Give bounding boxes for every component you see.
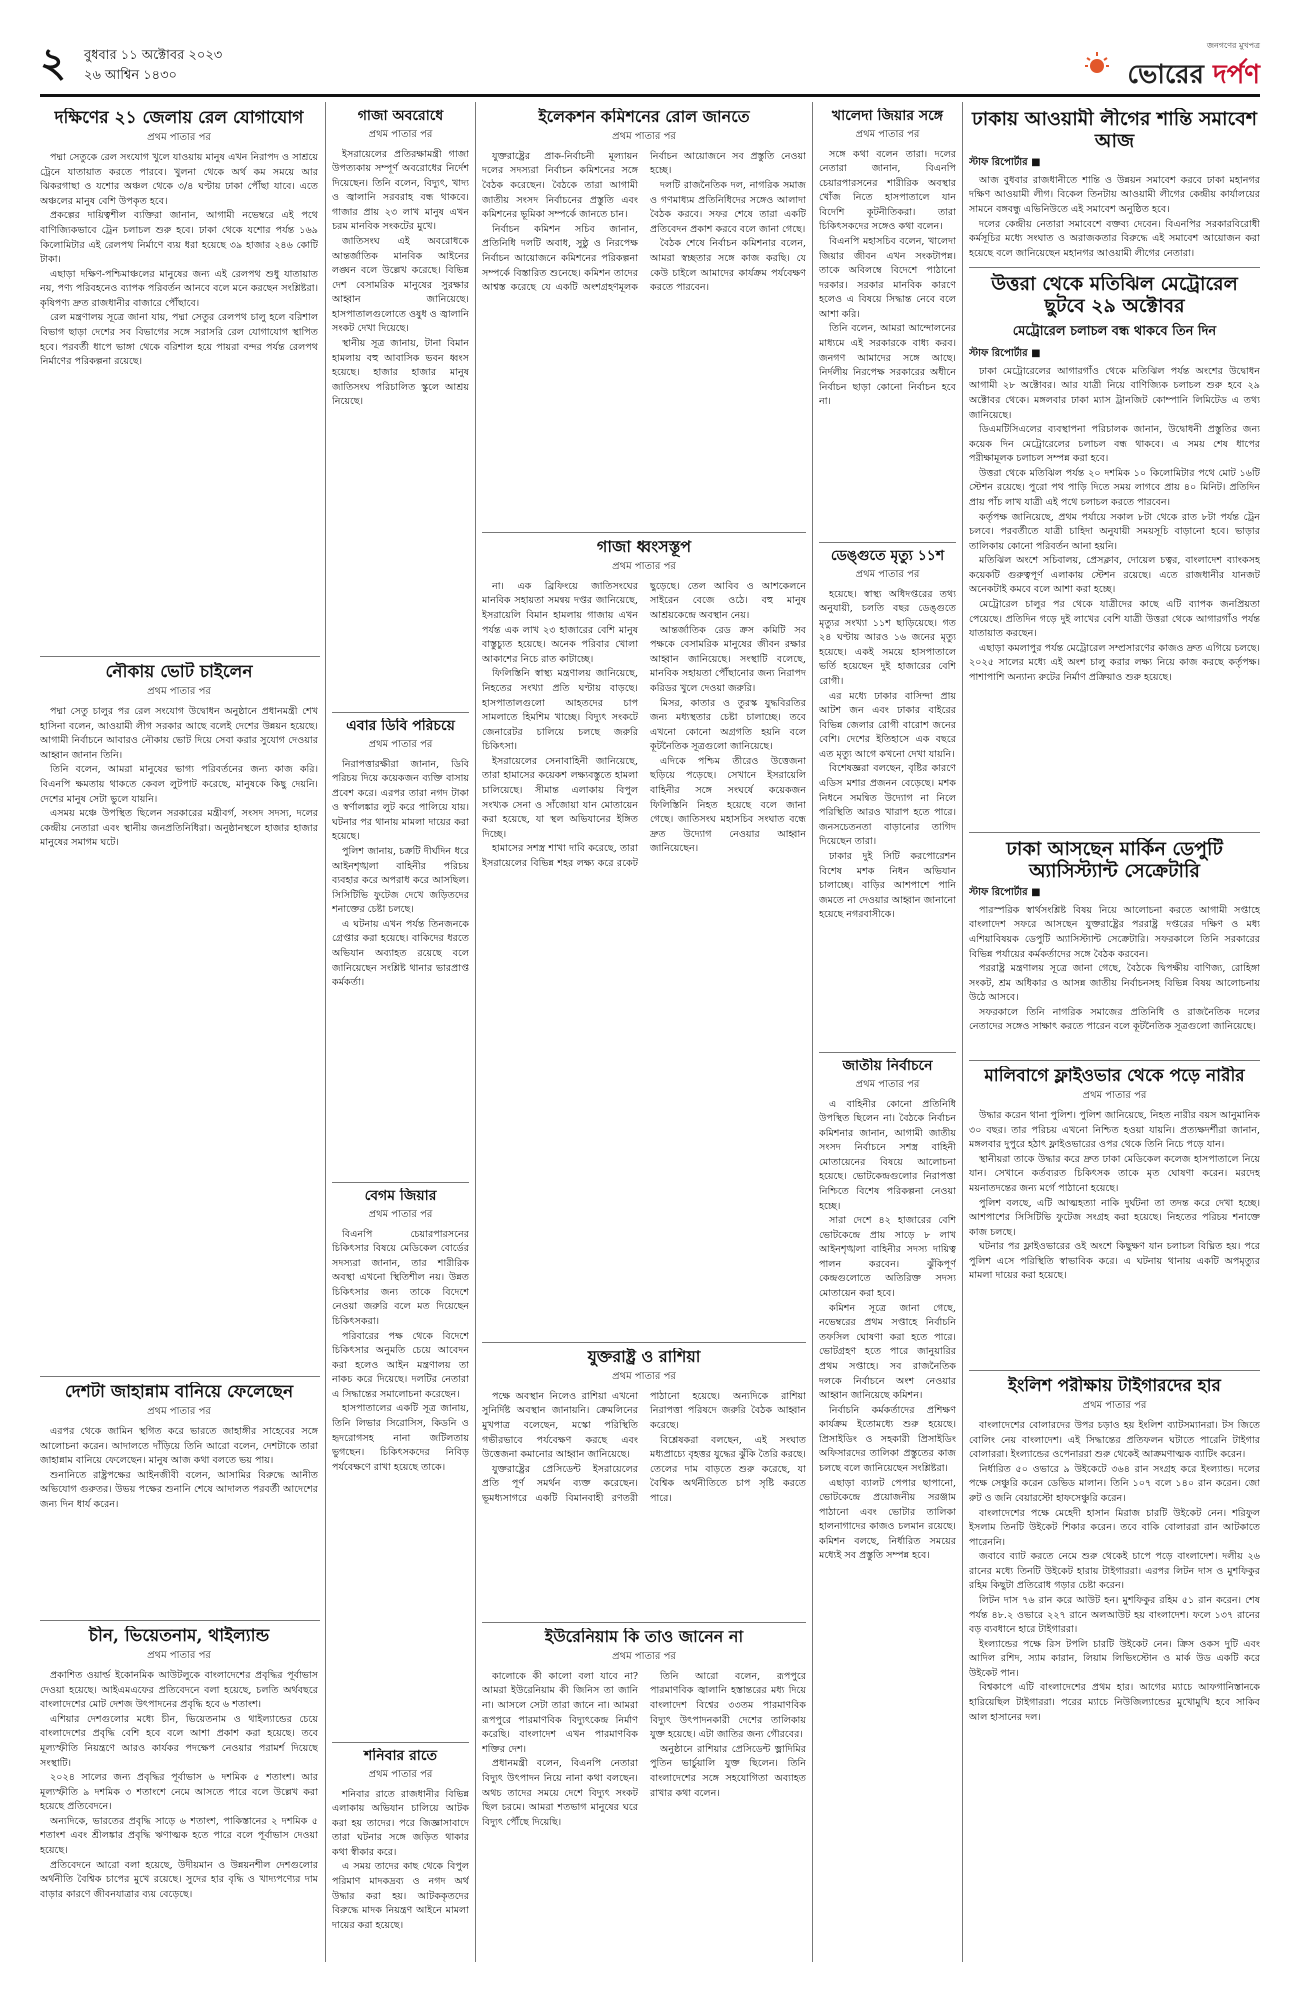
- article-saturday: [332, 1748, 469, 1960]
- article-divider: [969, 1370, 1260, 1371]
- article-paragraph: শুনানিতে রাষ্ট্রপক্ষের আইনজীবী বলেন, আসামির বিরুদ্ধে আনীত অভিযোগ গুরুতর। উভয় পক্ষের শুনানি শেষে আদালত পরবর্তী আদেশের জন্য দিন ধার্য করেন।: [40, 1469, 318, 1510]
- article-divider: [482, 532, 806, 533]
- article-subline: প্রথম পাতার পর: [855, 568, 920, 580]
- page-number: ২: [40, 39, 67, 86]
- article-divider: [482, 1622, 806, 1623]
- article-paragraph: এশিয়ার দেশগুলোর মধ্যে চীন, ভিয়েতনাম ও থাইল্যান্ডের চেয়ে বাংলাদেশের প্রবৃদ্ধি বেশি হবে বলে আশা প্রকাশ করা হয়েছে। তবে মূল্যস্ফীতি নিয়ন্ত্রণে আরও কার্যকর পদক্ষেপ নেওয়ার পরামর্শ দিয়েছে সংস্থাটি।: [40, 1713, 318, 1769]
- article-paragraph: কর্তৃপক্ষ জানিয়েছে, প্রথম পর্যায়ে সকাল ৮টা থেকে রাত ৮টা পর্যন্ত ট্রেন চলবে। পরবর্তীতে যাত্রী চাহিদা অনুযায়ী সময়সূচি বাড়ানো হবে। ভাড়ার তালিকায় কোনো পরিবর্তন আনা হয়নি।: [969, 511, 1260, 552]
- article-rail: [40, 108, 318, 653]
- article-china: [40, 1626, 318, 1961]
- article-paragraph: অন্যদিকে, ভারতের প্রবৃদ্ধি সাড়ে ৬ শতাংশ, পাকিস্তানের ২ দশমিক ৫ শতাংশ এবং শ্রীলঙ্কার প্রবৃদ্ধি ঋণাত্মক হতে পারে বলে পূর্বাভাস দেওয়া হয়েছে।: [40, 1815, 318, 1856]
- article-paragraph: ঢাকা মেট্রোরেলের আগারগাঁও থেকে মতিঝিল পর্যন্ত অংশের উদ্বোধন আগামী ২৮ অক্টোবর। আর যাত্রী নিয়ে বাণিজ্যিক চলাচল শুরু হবে ২৯ অক্টোবর থেকে। মঙ্গলবার ঢাকা ম্যাস ট্রানজিট কোম্পানি লিমিটেড এ তথ্য জানিয়েছে।: [969, 365, 1260, 421]
- article-paragraph: পুলিশ জানায়, চক্রটি দীর্ঘদিন ধরে আইনশৃঙ্খলা বাহিনীর পরিচয় ব্যবহার করে অপরাধ করে আসছিল। সিসিটিভি ফুটেজ দেখে জড়িতদের শনাক্তের চেষ্টা চলছে।: [332, 845, 469, 916]
- article-paragraph: নিরাপত্তারক্ষীরা জানান, ডিবি পরিচয় দিয়ে কয়েকজন ব্যক্তি বাসায় প্রবেশ করে। এরপর তারা নগদ টাকা ও স্বর্ণালঙ্কার লুট করে পালিয়ে যায়। ঘটনার পর থানায় মামলা দায়ের করা হয়েছে।: [332, 758, 469, 843]
- article-headline: জাতীয় নির্বাচনে: [842, 1058, 933, 1074]
- article-paragraph: এ বাহিনীর কোনো প্রতিনিধি উপস্থিত ছিলেন না। বৈঠকে নির্বাচন কমিশনার জানান, আগামী জাতীয় সংসদ নির্বাচনে সশস্ত্র বাহিনী মোতায়েনের বিষয়ে আলোচনা হয়েছে। ভোটকেন্দ্রগুলোর নিরাপত্তা নিশ্চিতে বিশেষ পরিকল্পনা নেওয়া হচ্ছে।: [819, 1098, 956, 1212]
- article-al-rally: [969, 108, 1260, 263]
- article-paragraph: বিশ্বকাপে এটি বাংলাদেশের প্রথম হার। আগের ম্যাচে আফগানিস্তানকে হারিয়েছিল টাইগাররা। পরের ম্যাচে নিউজিল্যান্ডের মুখোমুখি হবে সাকিব আল হাসানের দল।: [969, 1682, 1260, 1723]
- article-paragraph: যুক্তরাষ্ট্রের প্রাক-নির্বাচনী মূল্যায়ন দলের সদস্যরা নির্বাচন কমিশনের সঙ্গে বৈঠক করেছেন। বৈঠকে তারা আগামী জাতীয় সংসদ নির্বাচনের প্রস্তুতি এবং কমিশনের ভূমিকা সম্পর্কে জানতে চান।: [482, 150, 638, 221]
- article-subline: প্রথম পাতার পর: [368, 738, 433, 750]
- masthead-rule: [40, 94, 1260, 97]
- article-us-deputy: [969, 838, 1260, 1056]
- article-paragraph: পরিবারের পক্ষ থেকে বিদেশে চিকিৎসার অনুমতি চেয়ে আবেদন করা হলেও আইন মন্ত্রণালয় তা নাকচ করে দিয়েছে। দলটির নেতারা এ সিদ্ধান্তের সমালোচনা করেছেন।: [332, 1330, 469, 1400]
- article-divider: [969, 1060, 1260, 1061]
- article-paragraph: তিনি বলেন, আমরা আন্দোলনের মাধ্যমে এই সরকারকে বাধ্য করব। জনগণ আমাদের সঙ্গে আছে। নির্দলীয় নিরপেক্ষ সরকারের অধীনে নির্বাচন ছাড়া কোনো নির্বাচন হবে না।: [819, 323, 956, 408]
- article-paragraph: বিশ্লেষকরা বলছেন, এই সংঘাত মধ্যপ্রাচ্যে বৃহত্তর যুদ্ধের ঝুঁকি তৈরি করছে। তেলের দাম বাড়তে শুরু করেছে, যা বৈশ্বিক অর্থনীতিতে চাপ সৃষ্টি করতে পারে।: [650, 1434, 806, 1504]
- article-paragraph: আজ বুধবার রাজধানীতে শান্তি ও উন্নয়ন সমাবেশ করবে ঢাকা মহানগর দক্ষিণ আওয়ামী লীগ। বিকেল তিনটায় আওয়ামী লীগের কেন্দ্রীয় কার্যালয়ের সামনে বঙ্গবন্ধু এভিনিউতে এই সমাবেশ অনুষ্ঠিত হবে।: [969, 174, 1260, 215]
- article-hell: [40, 1382, 318, 1617]
- article-boat-vote: [40, 662, 318, 1372]
- article-paragraph: রেল মন্ত্রণালয় সূত্রে জানা যায়, পদ্মা সেতুর রেলপথ চালু হলে বরিশাল বিভাগ ছাড়া দেশের সব বিভাগের সঙ্গে সরাসরি রেল যোগাযোগ স্থাপিত হবে। পরবর্তী ধাপে ভাঙ্গা থেকে বরিশাল হয়ে পায়রা বন্দর পর্যন্ত রেলপথ নির্মাণের পরিকল্পনা রয়েছে।: [40, 312, 318, 368]
- article-paragraph: এ ঘটনায় এখন পর্যন্ত তিনজনকে গ্রেপ্তার করা হয়েছে। বাকিদের ধরতে অভিযান অব্যাহত রয়েছে বলে জানিয়েছেন সংশ্লিষ্ট থানার ভারপ্রাপ্ত কর্মকর্তা।: [332, 918, 469, 989]
- article-paragraph: এ সময় তাদের কাছ থেকে বিপুল পরিমাণ মাদকদ্রব্য ও নগদ অর্থ উদ্ধার করা হয়। আটককৃতদের বিরুদ্ধে মাদক নিয়ন্ত্রণ আইনে মামলা দায়ের করা হয়েছে।: [332, 1861, 469, 1931]
- article-paragraph: পুলিশ বলছে, এটি আত্মহত্যা নাকি দুর্ঘটনা তা তদন্ত করে দেখা হচ্ছে। আশপাশের সিসিটিভি ফুটেজ সংগ্রহ করা হয়েছে। নিহতের পরিচয় শনাক্তে কাজ চলছে।: [969, 1197, 1260, 1238]
- article-subline: প্রথম পাতার পর: [368, 128, 433, 140]
- article-paragraph: এরপর থেকে জামিন স্থগিত করে ভারতে জাহাঙ্গীর সাহেবের সঙ্গে আলোচনা করেন। আদালতে দাঁড়িয়ে তিনি আরো বলেন, দেশটাকে তারা জাহান্নাম বানিয়ে ফেলেছেন। মানুষ আজ কথা বলতে ভয় পায়।: [40, 1426, 318, 1467]
- article-paragraph: স্থানীয় সূত্র জানায়, টানা বিমান হামলায় বহু আবাসিক ভবন ধ্বংস হয়েছে। হাজার হাজার মানুষ জাতিসংঘ পরিচালিত স্কুলে আশ্রয় নিয়েছে।: [332, 338, 469, 408]
- article-paragraph: বাংলাদেশের বোলারদের উপর চড়াও হয় ইংলিশ ব্যাটসম্যানরা। টস জিতে বোলিং নেয় বাংলাদেশ। এই সিদ্ধান্তের প্রতিফলন ঘটাতে পারেনি টাইগার বোলাররা। ইংল্যান্ডের ওপেনাররা শুরু থেকেই আক্রমণাত্মক ব্যাটিং করেন।: [969, 1420, 1260, 1461]
- column-rule: [475, 102, 476, 1962]
- article-subline: প্রথম পাতার পর: [612, 1650, 676, 1662]
- article-paragraph: লিটন দাস ৭৬ রান করে আউট হন। মুশফিকুর রহিম ৫১ রান করেন। শেষ পর্যন্ত ৪৮.২ ওভারে ২২৭ রানে অলআউট হয় বাংলাদেশ। ফলে ১৩৭ রানের বড় ব্যবধানে হারে টাইগাররা।: [969, 1594, 1260, 1636]
- article-paragraph: ইসরায়েলের সেনাবাহিনী জানিয়েছে, তারা হামাসের কয়েকশ লক্ষ্যবস্তুতে হামলা চালিয়েছে। সীমান্ত এলাকায় বিপুল সংখ্যক সেনা ও সাঁজোয়া যান মোতায়েন করা হয়েছে, যা স্থল অভিযানের ইঙ্গিত দিচ্ছে।: [482, 755, 638, 840]
- article-divider: [332, 1742, 469, 1743]
- article-begum: [332, 1188, 469, 1738]
- article-headline: ডেঙ্গুতে মৃত্যু ১১শ: [830, 548, 945, 564]
- article-headline: ঢাকা আসছেন মার্কিন ডেপুটি অ্যাসিস্ট্যান্ট সেক্রেটারি: [1006, 838, 1223, 883]
- article-gaza-ruins: [482, 538, 806, 1338]
- article-columns: [482, 150, 806, 296]
- article-divider: [40, 1376, 320, 1377]
- article-paragraph: সফরকালে তিনি নাগরিক সমাজের প্রতিনিধি ও রাজনৈতিক দলের নেতাদের সঙ্গেও সাক্ষাৎ করতে পারেন বলে কূটনৈতিক সূত্রগুলো জানিয়েছে।: [969, 1006, 1260, 1033]
- article-divider: [819, 542, 956, 543]
- article-paragraph: হয়েছে। স্বাস্থ্য অধিদপ্তরের তথ্য অনুযায়ী, চলতি বছর ডেঙ্গুতে মৃত্যুর সংখ্যা ১১শ ছাড়িয়েছে। গত ২৪ ঘণ্টায় আরও ১৬ জনের মৃত্যু হয়েছে। একই সময়ে হাসপাতালে ভর্তি হয়েছেন দুই হাজারের বেশি রোগী।: [819, 588, 956, 687]
- article-subline: প্রথম পাতার পর: [368, 1768, 433, 1780]
- article-paragraph: ইংল্যান্ডের পক্ষে রিস টপলি চারটি উইকেট নেন। ক্রিস ওকস দুটি এবং আদিল রশিদ, স্যাম কারান, লিয়াম লিভিংস্টোন ও মার্ক উড একটি করে উইকেট পান।: [969, 1638, 1260, 1679]
- article-divider: [332, 1182, 469, 1183]
- article-headline: ইউরেনিয়াম কি তাও জানেন না: [544, 1628, 744, 1646]
- article-paragraph: শনিবার রাতে রাজধানীর বিভিন্ন এলাকায় অভিযান চালিয়ে আটক করা হয় তাদের। পরে জিজ্ঞাসাবাদে তারা ঘটনার সঙ্গে জড়িত থাকার কথা স্বীকার করে।: [332, 1788, 469, 1858]
- article-paragraph: এছাড়া ব্যালট পেপার ছাপানো, ভোটকেন্দ্রে প্রয়োজনীয় সরঞ্জাম পাঠানো এবং ভোটার তালিকা হালনাগাদের কাজও চলমান রয়েছে। কমিশন বলছে, নির্ধারিত সময়ের মধ্যেই সব প্রস্তুতি সম্পন্ন হবে।: [819, 1477, 956, 1562]
- article-paragraph: পদ্মা সেতুকে রেল সংযোগ খুলে যাওয়ায় মানুষ এখন নিরাপদ ও সাশ্রয়ে ট্রেনে যাতায়াত করতে পারবে। খুলনা থেকে অর্থ কম সময়ে আর ঝিকরগাছা ও যশোর অঞ্চল থেকে ৩/৪ ঘণ্টায় ঢাকা পৌঁছা যাবে। এতে অঞ্চলের মানুষ বেশি উপকৃত হবে।: [40, 152, 318, 207]
- article-paragraph: দলের কেন্দ্রীয় নেতারা সমাবেশে বক্তব্য দেবেন। বিএনপির সরকারবিরোধী কর্মসূচির মধ্যে সংঘাত ও অরাজকতার বিরুদ্ধে এই সমাবেশ আয়োজন করা হয়েছে বলে জানিয়েছেন মহানগর আওয়ামী লীগের নেতারা।: [969, 218, 1260, 259]
- article-paragraph: দলটি রাজনৈতিক দল, নাগরিক সমাজ ও গণমাধ্যম প্রতিনিধিদের সঙ্গেও আলাদা বৈঠক করবে। সফর শেষে তারা একটি প্রতিবেদন প্রকাশ করবে বলে জানা গেছে।: [650, 180, 806, 235]
- brand-name-red: দর্পণ: [1212, 60, 1260, 90]
- article-paragraph: অনুষ্ঠানে রাশিয়ার প্রেসিডেন্ট ভ্লাদিমির পুতিন ভার্চুয়ালি যুক্ত ছিলেন। তিনি বাংলাদেশের সঙ্গে সহযোগিতা অব্যাহত রাখার কথা বলেন।: [650, 1743, 806, 1799]
- article-byline: স্টাফ রিপোর্টার ■: [969, 156, 1041, 168]
- article-paragraph: সারা দেশে ৪২ হাজারের বেশি ভোটকেন্দ্রে প্রায় সাড়ে ৮ লাখ আইনশৃঙ্খলা বাহিনীর সদস্য দায়িত্ব পালন করবেন। ঝুঁকিপূর্ণ কেন্দ্রগুলোতে অতিরিক্ত সদস্য মোতায়েন করা হবে।: [819, 1215, 956, 1300]
- article-subline: প্রথম পাতার পর: [855, 1078, 920, 1090]
- article-byline: স্টাফ রিপোর্টার ■: [969, 886, 1041, 898]
- article-paragraph: ইসরায়েলের প্রতিরক্ষামন্ত্রী গাজা উপত্যকায় সম্পূর্ণ অবরোধের নির্দেশ দিয়েছেন। তিনি বলেন, বিদ্যুৎ, খাদ্য ও জ্বালানি সরবরাহ বন্ধ থাকবে। গাজার প্রায় ২৩ লাখ মানুষ এখন চরম মানবিক সংকটের মুখে।: [332, 148, 469, 233]
- article-khaleda: [819, 108, 956, 538]
- article-subline: প্রথম পাতার পর: [612, 130, 676, 142]
- article-headline: মালিবাগে ফ্লাইওভার থেকে পড়ে নারীর: [984, 1066, 1245, 1086]
- article-paragraph: প্রকল্পের দায়িত্বশীল ব্যক্তিরা জানান, আগামী নভেম্বরে এই পথে বাণিজ্যিকভাবে ট্রেন চলাচল শুরু হবে। ঢাকা থেকে যশোর পর্যন্ত ১৬৯ কিলোমিটার এই রেলপথ নির্মাণে ব্যয় ধরা হয়েছে ৩৯ হাজার ২৪৬ কোটি টাকা।: [40, 210, 318, 266]
- date-bengali: ২৬ আশ্বিন ১৪৩০: [84, 68, 178, 83]
- article-paragraph: হামাসের সশস্ত্র শাখা দাবি করেছে, তারা ইসরায়েলের বিভিন্ন শহর লক্ষ্য করে রকেট ছুড়েছে। তেল আবিব ও আশকেলনে সাইরেন বেজে ওঠে। বহু মানুষ আশ্রয়কেন্দ্রে অবস্থান নেয়।: [482, 580, 806, 869]
- article-subline: প্রথম পাতার পর: [147, 1406, 211, 1418]
- article-divider: [819, 1052, 956, 1053]
- article-paragraph: ডিএমটিসিএলের ব্যবস্থাপনা পরিচালক জানান, উদ্বোধনী প্রস্তুতির জন্য কয়েক দিন মেট্রোরেলের চলাচল বন্ধ থাকবে। এ সময় শেষ ধাপের পরীক্ষামূলক চলাচল সম্পন্ন করা হবে।: [969, 424, 1260, 465]
- article-subline: প্রথম পাতার পর: [612, 1370, 676, 1382]
- article-headline: দেশটা জাহান্নাম বানিয়ে ফেলেছেন: [64, 1382, 294, 1402]
- article-byline: স্টাফ রিপোর্টার ■: [969, 347, 1041, 359]
- article-paragraph: ঘটনার পর ফ্লাইওভারের ওই অংশে কিছুক্ষণ যান চলাচল বিঘ্নিত হয়। পরে পুলিশ এসে পরিস্থিতি স্বাভাবিক করে। এ ঘটনায় থানায় একটি অপমৃত্যুর মামলা দায়ের করা হয়েছে।: [969, 1241, 1260, 1282]
- article-paragraph: উদ্ধার করেন থানা পুলিশ। পুলিশ জানিয়েছে, নিহত নারীর বয়স আনুমানিক ৩০ বছর। তার পরিচয় এখনো নিশ্চিত হওয়া যায়নি। প্রত্যক্ষদর্শীরা জানান, মঙ্গলবার দুপুরে হঠাৎ ফ্লাইওভারের ওপর থেকে তিনি নিচে পড়ে যান।: [969, 1110, 1260, 1151]
- article-divider: [482, 1342, 806, 1343]
- article-paragraph: পদ্মা সেতু চালুর পর রেল সংযোগ উদ্বোধন অনুষ্ঠানে প্রধানমন্ত্রী শেখ হাসিনা বলেন, আওয়ামী লীগ সরকার আছে বলেই দেশের উন্নয়ন হয়েছে। আগামী নির্বাচনে আবারও নৌকায় ভোট দিয়ে সেবা করার সুযোগ দেওয়ার আহ্বান জানান তিনি।: [40, 706, 318, 761]
- article-gaza-blockade: [332, 108, 469, 708]
- article-paragraph: আন্তর্জাতিক রেড ক্রস কমিটি সব পক্ষকে বেসামরিক মানুষের জীবন রক্ষার আহ্বান জানিয়েছে। সংস্থাটি বলেছে, মানবিক সহায়তা পৌঁছানোর জন্য নিরাপদ করিডর খুলে দেওয়া জরুরি।: [650, 624, 806, 694]
- article-paragraph: ফিলিস্তিনি স্বাস্থ্য মন্ত্রণালয় জানিয়েছে, নিহতের সংখ্যা প্রতি ঘণ্টায় বাড়ছে। হাসপাতালগুলো আহতদের চাপ সামলাতে হিমশিম খাচ্ছে। বিদ্যুৎ সংকটে জেনারেটর চালিয়ে চলছে জরুরি চিকিৎসা।: [482, 668, 638, 753]
- article-db: [332, 718, 469, 1178]
- article-paragraph: এদিকে পশ্চিম তীরেও উত্তেজনা ছড়িয়ে পড়েছে। সেখানে ইসরায়েলি বাহিনীর সঙ্গে সংঘর্ষে কয়েকজন ফিলিস্তিনি নিহত হয়েছে বলে জানা গেছে। জাতিসংঘ মহাসচিব সংঘাত বন্ধে দ্রুত উদ্যোগ নেওয়ার আহ্বান জানিয়েছেন।: [650, 755, 806, 855]
- article-paragraph: কালোকে কী কালো বলা যাবে না? আমরা ইউরেনিয়াম কী জিনিস তা জানি না। আসলে সেটা তারা জানে না। আমরা রূপপুরে পারমাণবিক বিদ্যুৎকেন্দ্র নির্মাণ করেছি। বাংলাদেশ এখন পারমাণবিক শক্তির দেশ।: [482, 1670, 638, 1755]
- article-headline: গাজা ধ্বংসস্তূপ: [596, 538, 692, 556]
- article-paragraph: হাসপাতালের একটি সূত্র জানায়, তিনি লিভার সিরোসিস, কিডনি ও হৃদরোগসহ নানা জটিলতায় ভুগছেন। চিকিৎসকদের নিবিড় পর্যবেক্ষণে রাখা হয়েছে তাকে।: [332, 1403, 469, 1473]
- article-paragraph: উত্তরা থেকে মতিঝিল পর্যন্ত ২০ দশমিক ১০ কিলোমিটার পথে মোট ১৬টি স্টেশন রয়েছে। পুরো পথ পাড়ি দিতে সময় লাগবে প্রায় ৪০ মিনিট। প্রতিদিন প্রায় পাঁচ লাখ যাত্রী এই পথে চলাচল করতে পারবেন।: [969, 467, 1260, 509]
- article-paragraph: তিনি আরো বলেন, রূপপুরে পারমাণবিক জ্বালানি হস্তান্তরের মধ্য দিয়ে বাংলাদেশ বিশ্বের ৩৩তম পারমাণবিক বিদ্যুৎ উৎপাদনকারী দেশের তালিকায় যুক্ত হয়েছে। এটা জাতির জন্য গৌরবের।: [650, 1670, 806, 1741]
- article-headline: দক্ষিণের ২১ জেলায় রেল যোগাযোগ: [54, 108, 304, 128]
- article-paragraph: সঙ্গে কথা বলেন তারা। দলের নেতারা জানান, বিএনপি চেয়ারপারসনের শারীরিক অবস্থার খোঁজ নিতে হাসপাতালে যান বিদেশি কূটনীতিকরা। তারা চিকিৎসকদের সঙ্গেও কথা বলেন।: [819, 148, 956, 233]
- article-paragraph: ঢাকার দুই সিটি করপোরেশন বিশেষ মশক নিধন অভিযান চালাচ্ছে। বাড়ির আশপাশে পানি জমতে না দেওয়ার আহ্বান জানানো হয়েছে নগরবাসীকে।: [819, 850, 956, 921]
- article-subline: প্রথম পাতার পর: [147, 132, 211, 144]
- brand-name-black: ভোরের: [1127, 60, 1213, 90]
- article-paragraph: নির্বাচন কমিশন সচিব জানান, প্রতিনিধি দলটি অবাধ, সুষ্ঠু ও নিরপেক্ষ নির্বাচন আয়োজনে কমিশনের পরিকল্পনা সম্পর্কে বিস্তারিত শুনেছে। কমিশন তাদের আশ্বস্ত করেছে যে একটি অংশগ্রহণমূলক নির্বাচন আয়োজনে সব প্রস্তুতি নেওয়া হচ্ছে।: [482, 150, 806, 294]
- article-divider: [40, 1620, 320, 1621]
- article-paragraph: এছাড়া কমলাপুর পর্যন্ত মেট্রোরেল সম্প্রসারণের কাজও দ্রুত এগিয়ে চলছে। ২০২৫ সালের মধ্যে এই অংশ চালু করার লক্ষ্য নিয়ে কাজ করছে কর্তৃপক্ষ। পাশাপাশি অন্যান্য রুটের নির্মাণ প্রক্রিয়াও শুরু হয়েছে।: [969, 642, 1260, 683]
- article-deck: মেট্রোরেল চলাচল বন্ধ থাকবে তিন দিন: [1012, 323, 1217, 339]
- article-paragraph: স্থানীয়রা তাকে উদ্ধার করে দ্রুত ঢাকা মেডিকেল কলেজ হাসপাতালে নিয়ে যান। সেখানে কর্তব্যরত চিকিৎসক তাকে মৃত ঘোষণা করেন। মরদেহ ময়নাতদন্তের জন্য মর্গে পাঠানো হয়েছে।: [969, 1153, 1260, 1194]
- article-headline: গাজা অবরোধে: [357, 108, 444, 124]
- article-subline: প্রথম পাতার পর: [1082, 1090, 1147, 1102]
- brand-logo: [1040, 40, 1260, 92]
- article-columns: [482, 580, 806, 872]
- article-subline: প্রথম পাতার পর: [1082, 1400, 1147, 1412]
- article-paragraph: পক্ষে অবস্থান নিলেও রাশিয়া এখনো সুনির্দিষ্ট অবস্থান জানায়নি। ক্রেমলিনের মুখপাত্র বলেছেন, মস্কো পরিস্থিতি গভীরভাবে পর্যবেক্ষণ করছে এবং উত্তেজনা কমানোর আহ্বান জানিয়েছে।: [482, 1390, 638, 1461]
- article-national-election: [819, 1058, 956, 1960]
- sun-icon: [1084, 50, 1110, 76]
- masthead: [40, 40, 1260, 92]
- article-paragraph: পররাষ্ট্র মন্ত্রণালয় সূত্রে জানা গেছে, বৈঠকে দ্বিপক্ষীয় বাণিজ্য, রোহিঙ্গা সংকট, শ্রম অধিকার ও আসন্ন জাতীয় নির্বাচনসহ বিভিন্ন বিষয় আলোচনায় উঠে আসবে।: [969, 963, 1260, 1004]
- article-paragraph: মিসর, কাতার ও তুরস্ক যুদ্ধবিরতির জন্য মধ্যস্থতার চেষ্টা চালাচ্ছে। তবে এখনো কোনো অগ্রগতি হয়নি বলে কূটনৈতিক সূত্রগুলো জানিয়েছে।: [650, 697, 806, 753]
- article-flyover: [969, 1066, 1260, 1366]
- article-subline: প্রথম পাতার পর: [855, 128, 920, 140]
- article-divider: [969, 267, 1260, 268]
- date-gregorian: বুধবার ১১ অক্টোবর ২০২৩: [84, 48, 223, 63]
- article-paragraph: মতিঝিল অংশে সচিবালয়, প্রেসক্লাব, দোয়েল চত্বর, বাংলাদেশ ব্যাংকসহ কয়েকটি গুরুত্বপূর্ণ এলাকায় স্টেশন রয়েছে। এতে রাজধানীর যানজট অনেকটাই কমবে বলে আশা করা হচ্ছে।: [969, 555, 1260, 596]
- article-paragraph: বিএনপি মহাসচিব বলেন, খালেদা জিয়ার জীবন এখন সংকটাপন্ন। তাকে অবিলম্বে বিদেশে পাঠানো দরকার। সরকার মানবিক কারণে হলেও এ বিষয়ে সিদ্ধান্ত নেবে বলে আশা করি।: [819, 235, 956, 320]
- article-headline: খালেদা জিয়ার সঙ্গে: [831, 108, 944, 124]
- article-headline: শনিবার রাতে: [364, 1748, 437, 1764]
- article-paragraph: নির্বাচনি কর্মকর্তাদের প্রশিক্ষণ কার্যক্রম ইতোমধ্যে শুরু হয়েছে। প্রিসাইডিং ও সহকারী প্রিসাইডিং অফিসারদের তালিকা প্রস্তুতের কাজ চলছে বলে জানিয়েছেন সংশ্লিষ্টরা।: [819, 1404, 956, 1474]
- article-dengue: [819, 548, 956, 1048]
- article-paragraph: পারস্পরিক স্বার্থসংশ্লিষ্ট বিষয় নিয়ে আলোচনা করতে আগামী সপ্তাহে বাংলাদেশ সফরে আসছেন যুক্তরাষ্ট্রের পররাষ্ট্র দপ্তরের দক্ষিণ ও মধ্য এশিয়াবিষয়ক ডেপুটি অ্যাসিস্ট্যান্ট সেক্রেটারি। সফরকালে তিনি সরকারের বিভিন্ন পর্যায়ের কর্মকর্তাদের সঙ্গে বৈঠক করবেন।: [969, 904, 1260, 960]
- brand-tagline: জনগণের মুখপত্র: [1206, 41, 1260, 50]
- brand-name: [1127, 54, 1260, 98]
- article-headline: যুক্তরাষ্ট্র ও রাশিয়া: [587, 1348, 701, 1366]
- article-headline: ঢাকায় আওয়ামী লীগের শান্তি সমাবেশ আজ: [971, 108, 1258, 153]
- column-rule: [962, 102, 963, 1962]
- article-paragraph: বিশেষজ্ঞরা বলছেন, বৃষ্টির কারণে এডিস মশার প্রজনন বেড়েছে। মশক নিধনে সমন্বিত উদ্যোগ না নিলে পরিস্থিতি আরও খারাপ হতে পারে। জনসচেতনতা বাড়ানোর তাগিদ দিয়েছেন তারা।: [819, 763, 956, 848]
- article-paragraph: প্রকাশিত ওয়ার্ল্ড ইকোনমিক আউটলুকে বাংলাদেশের প্রবৃদ্ধির পূর্বাভাস দেওয়া হয়েছে। আইএমএফের প্রতিবেদনে বলা হয়েছে, চলতি অর্থবছরে বাংলাদেশের মোট দেশজ উৎপাদনের প্রবৃদ্ধি হবে ৬ শতাংশ।: [40, 1670, 318, 1711]
- article-paragraph: যুক্তরাষ্ট্রের প্রেসিডেন্ট ইসরায়েলের প্রতি পূর্ণ সমর্থন ব্যক্ত করেছেন। ভূমধ্যসাগরে একটি বিমানবাহী রণতরী পাঠানো হয়েছে। অন্যদিকে রাশিয়া নিরাপত্তা পরিষদে জরুরি বৈঠক আহ্বান করেছে।: [482, 1390, 806, 1504]
- article-paragraph: ২০২৪ সালের জন্য প্রবৃদ্ধির পূর্বাভাস ৬ দশমিক ৫ শতাংশ। আর মূল্যস্ফীতি ৯ দশমিক ৩ শতাংশে নেমে আসতে পারে বলে উল্লেখ করা হয়েছে প্রতিবেদনে।: [40, 1772, 318, 1813]
- article-paragraph: প্রধানমন্ত্রী বলেন, বিএনপি নেতারা বিদ্যুৎ উৎপাদন নিয়ে নানা কথা বলছেন। অথচ তাদের সময়ে দেশে বিদ্যুৎ সংকট ছিল চরমে। আমরা শতভাগ মানুষের ঘরে বিদ্যুৎ পৌঁছে দিয়েছি।: [482, 1758, 638, 1828]
- column-rule: [812, 102, 813, 1962]
- article-metro-rail: [969, 273, 1260, 828]
- article-columns: [482, 1670, 806, 1830]
- article-england-cricket: [969, 1376, 1260, 1960]
- article-paragraph: মেট্রোরেল চালুর পর থেকে যাত্রীদের কাছে এটি ব্যাপক জনপ্রিয়তা পেয়েছে। প্রতিদিন গড়ে দুই লাখের বেশি যাত্রী উত্তরা থেকে আগারগাঁও পর্যন্ত যাতায়াত করছেন।: [969, 599, 1260, 640]
- article-subline: প্রথম পাতার পর: [368, 1208, 433, 1220]
- article-headline: উত্তরা থেকে মতিঝিল মেট্রোরেল ছুটবে ২৯ অক্টোবর: [991, 273, 1238, 318]
- article-paragraph: তিনি বলেন, আমরা মানুষের ভাগ্য পরিবর্তনের জন্য কাজ করি। বিএনপি ক্ষমতায় থাকতে কেবল লুটপাট করেছে, মানুষকে কিছু দেয়নি। দেশের মানুষ সেটা ভুলে যায়নি।: [40, 764, 318, 805]
- article-headline: এবার ডিবি পরিচয়ে: [346, 718, 455, 734]
- article-headline: চীন, ভিয়েতনাম, থাইল্যান্ড: [88, 1626, 270, 1646]
- article-paragraph: জবাবে ব্যাট করতে নেমে শুরু থেকেই চাপে পড়ে বাংলাদেশ। দলীয় ২৬ রানের মধ্যে তিনটি উইকেট হারায় টাইগাররা। এরপর লিটন দাস ও মুশফিকুর রহিম কিছুটা প্রতিরোধ গড়ার চেষ্টা করেন।: [969, 1551, 1260, 1592]
- article-paragraph: না। এক ব্রিফিংয়ে জাতিসংঘের মানবিক সহায়তা সমন্বয় দপ্তর জানিয়েছে, ইসরায়েলি বিমান হামলায় গাজায় এখন পর্যন্ত এক লাখ ২৩ হাজারের বেশি মানুষ বাস্তুচ্যুত হয়েছে। অনেক পরিবার খোলা আকাশের নিচে রাত কাটাচ্ছে।: [482, 580, 638, 665]
- article-paragraph: বিএনপি চেয়ারপারসনের চিকিৎসার বিষয়ে মেডিকেল বোর্ডের সদস্যরা জানান, তার শারীরিক অবস্থা এখনো স্থিতিশীল নয়। উন্নত চিকিৎসার জন্য তাকে বিদেশে নেওয়া জরুরি বলে মত দিয়েছেন চিকিৎসকরা।: [332, 1228, 469, 1327]
- article-paragraph: নির্ধারিত ৫০ ওভারে ৯ উইকেটে ৩৬৪ রান সংগ্রহ করে ইংল্যান্ড। দলের পক্ষে সেঞ্চুরি করেন ডেভিড মালান। তিনি ১০৭ বলে ১৪০ রান করেন। জো রুট ও জনি বেয়ারস্টো হাফসেঞ্চুরি করেন।: [969, 1463, 1260, 1504]
- article-paragraph: এসময় মঞ্চে উপস্থিত ছিলেন সরকারের মন্ত্রীবর্গ, সংসদ সদস্য, দলের কেন্দ্রীয় নেতারা এবং স্থানীয় জনপ্রতিনিধিরা। অনুষ্ঠানস্থলে হাজার হাজার মানুষের সমাগম ঘটে।: [40, 808, 318, 849]
- article-divider: [969, 832, 1260, 833]
- article-divider: [332, 712, 469, 713]
- article-columns: [482, 1390, 806, 1507]
- article-us-russia: [482, 1348, 806, 1618]
- article-subline: প্রথম পাতার পর: [147, 1650, 211, 1662]
- article-paragraph: এছাড়া দক্ষিণ-পশ্চিমাঞ্চলের মানুষের জন্য এই রেলপথ শুধু যাতায়াত নয়, পণ্য পরিবহনেও ব্যাপক পরিবর্তন আনবে বলে মনে করছেন সংশ্লিষ্টরা। কৃষিপণ্য দ্রুত রাজধানীর বাজারে পৌঁছাবে।: [40, 268, 318, 309]
- article-paragraph: কমিশন সূত্রে জানা গেছে, নভেম্বরের প্রথম সপ্তাহে নির্বাচনি তফসিল ঘোষণা করা হতে পারে। ভোটগ্রহণ হতে পারে জানুয়ারির প্রথম সপ্তাহে। সব রাজনৈতিক দলকে নির্বাচনে অংশ নেওয়ার আহ্বান জানিয়েছে কমিশন।: [819, 1302, 956, 1402]
- article-headline: বেগম জিয়ার: [364, 1188, 437, 1204]
- article-subline: প্রথম পাতার পর: [612, 560, 676, 572]
- article-paragraph: বৈঠক শেষে নির্বাচন কমিশনার বলেন, আমরা স্বচ্ছতার সঙ্গে কাজ করছি। যে কেউ চাইলে আমাদের কার্যক্রম পর্যবেক্ষণ করতে পারবেন।: [650, 238, 806, 294]
- article-paragraph: প্রতিবেদনে আরো বলা হয়েছে, উদীয়মান ও উন্নয়নশীল দেশগুলোর অর্থনীতি বৈশ্বিক চাপের মুখে রয়েছে। সুদের হার বৃদ্ধি ও খাদ্যপণ্যের দাম বাড়ার কারণে জীবনযাত্রার ব্যয় বেড়েছে।: [40, 1859, 318, 1900]
- article-uranium: [482, 1628, 806, 1960]
- article-paragraph: বাংলাদেশের পক্ষে মেহেদী হাসান মিরাজ চারটি উইকেট নেন। শরিফুল ইসলাম তিনটি উইকেট শিকার করেন। তবে বাকি বোলাররা রান আটকাতে পারেননি।: [969, 1507, 1260, 1548]
- article-subline: প্রথম পাতার পর: [147, 686, 211, 698]
- article-headline: ইলেকশন কমিশনের রোল জানতে: [538, 108, 750, 126]
- article-divider: [40, 656, 320, 657]
- column-rule: [325, 102, 326, 1962]
- article-paragraph: জাতিসংঘ এই অবরোধকে আন্তর্জাতিক মানবিক আইনের লঙ্ঘন বলে উল্লেখ করেছে। বিভিন্ন দেশ বেসামরিক মানুষের সুরক্ষার আহ্বান জানিয়েছে। হাসপাতালগুলোতে ওষুধ ও জ্বালানি সংকট দেখা দিয়েছে।: [332, 235, 469, 335]
- article-election-commission: [482, 108, 806, 528]
- article-headline: ইংলিশ পরীক্ষায় টাইগারদের হার: [1008, 1376, 1221, 1396]
- article-headline: নৌকায় ভোট চাইলেন: [105, 662, 253, 682]
- article-paragraph: এর মধ্যে ঢাকার বাসিন্দা প্রায় আটশ জন এবং ঢাকার বাইরের বিভিন্ন জেলার রোগী বারোশ জনের বেশি। দেশের ইতিহাসে এক বছরে এত মৃত্যু আগে কখনো দেখা যায়নি।: [819, 690, 956, 760]
